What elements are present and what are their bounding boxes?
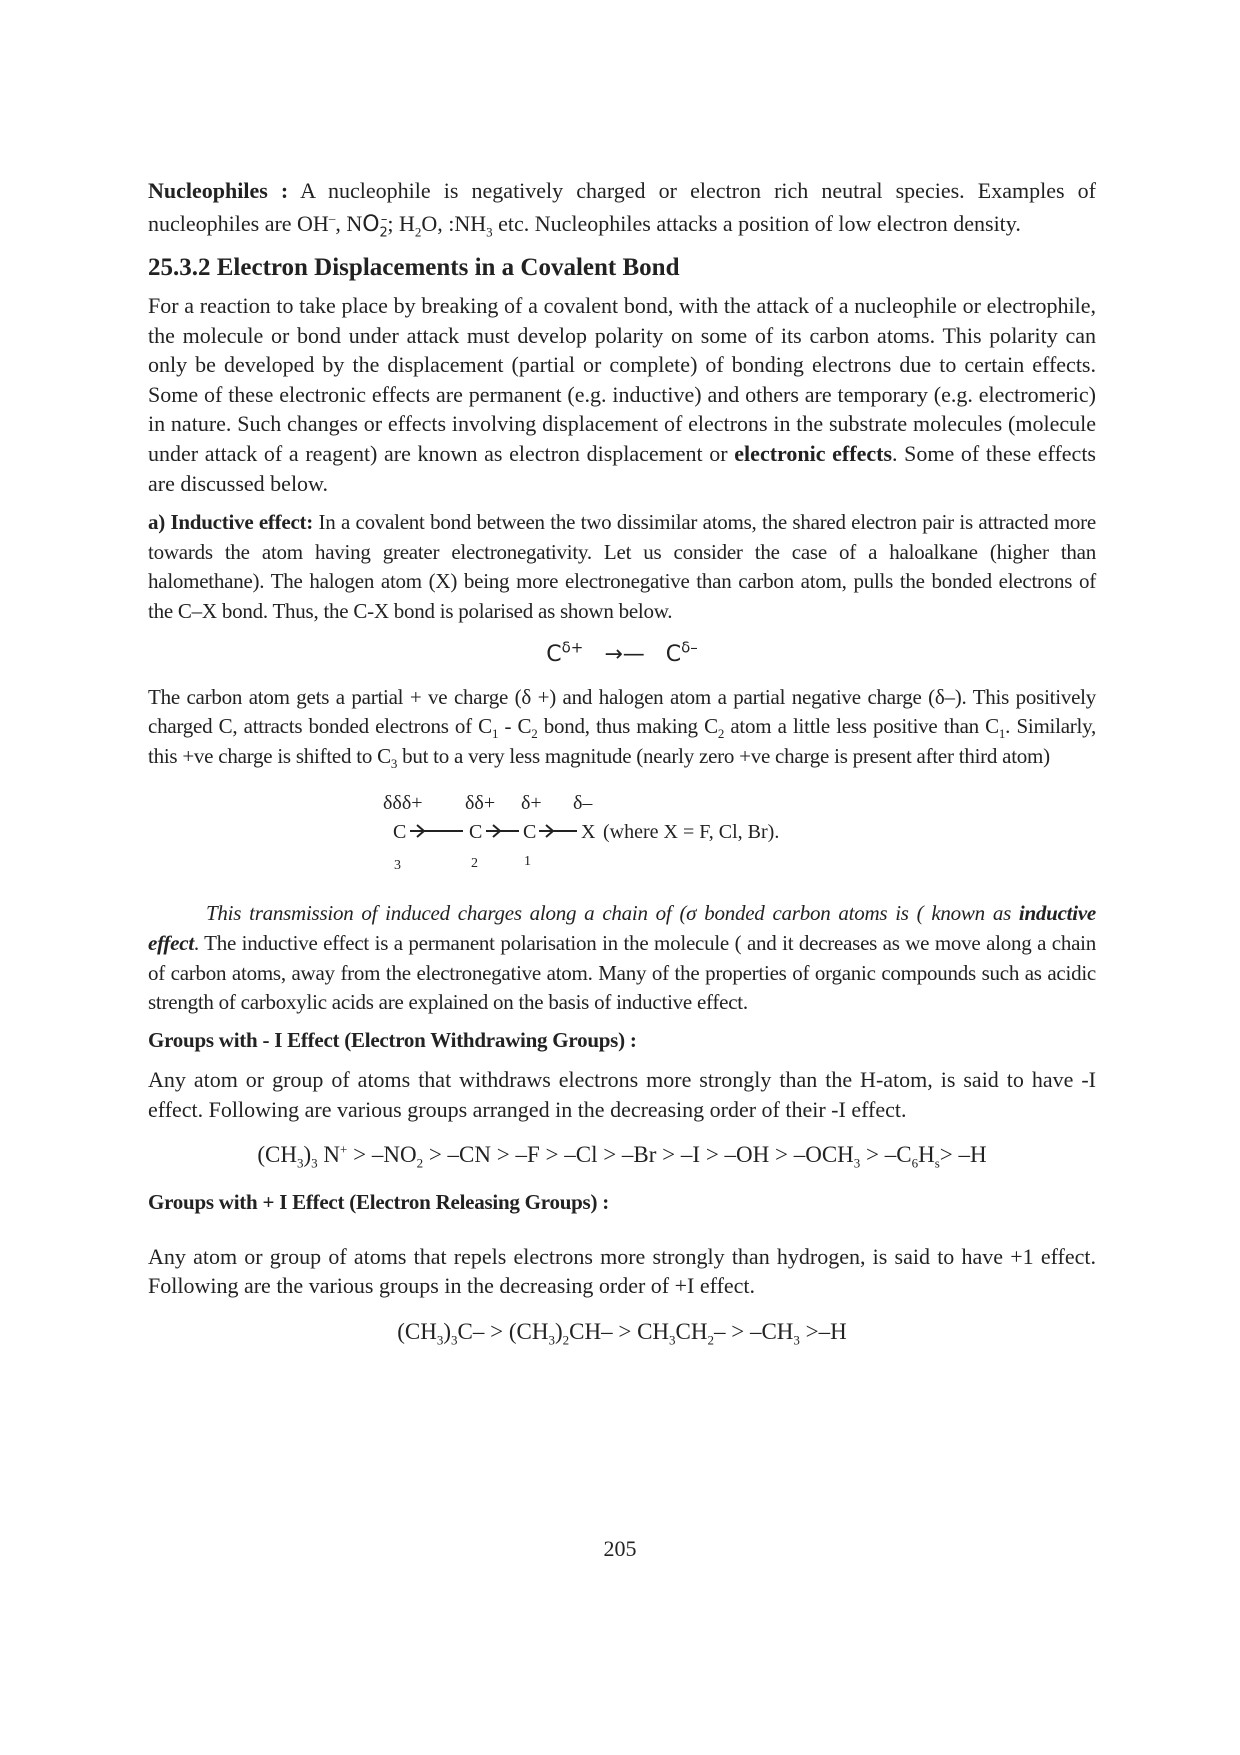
charge-c1: δ+ [521, 792, 542, 815]
bond-arrow: →— [604, 641, 645, 667]
plus-i-order: $(CH_3)_3C- > (CH_3)_2CH- > CH_3CH_2- > -CH_3 >-H$ [397, 1318, 847, 1348]
minus-i-heading: Groups with - I Effect (Electron Withdrawing Groups) : [148, 1027, 637, 1052]
minus-i-order: $(CH_3)_3$ $N^+ > -NO_2 > -CN > -F > -Cl > -Br > -I > -OH > -OCH_3 > -C_6H_s> -H$ [257, 1141, 987, 1172]
atom-x: X [581, 821, 596, 844]
inductive-effect-label: a) Inductive effect: [148, 510, 314, 535]
arrow-x-c1 [539, 825, 577, 837]
atom-c2: C [469, 821, 483, 844]
nucleophiles-text-1: A nucleophile is negatively charged or electron rich neutral species. Examples of nucleophiles are OH [148, 178, 1096, 236]
carbon-chain-diagram [148, 787, 1096, 883]
plus-i-heading: Groups with + I Effect (Electron Releasing Groups) : [148, 1190, 609, 1215]
inductive-effect-term: inductive effect [148, 901, 1096, 955]
page-content [148, 174, 1096, 1346]
section-intro-paragraph: For a reaction to take place by breaking of a covalent bond, with the attack of a nucleophile or electrophile, the molecule or bond under attack must develop polarity on some of its carbon atoms. This polarity can only be developed by the displacement (partial or complete) of bonding electrons due to certain effects. Some of these electronic effects are permanent (e.g. inductive) and others are temporary (e.g. electromeric) in nature. Such changes or effects involving displacement of electrons in the substrate molecules (molecule under attack of a reagent) are known as electron displacement or electronic effects. Some of these effects are discussed below. [148, 293, 1096, 496]
halogen-note: (where X = F, Cl, Br). [603, 821, 780, 844]
polarised-bond-equation: $C^{\delta+}$ →— $C^{\delta-}$ [546, 638, 698, 667]
nitrite-formula: $O_2^-$ [362, 211, 388, 241]
index-2: 2 [471, 856, 478, 872]
inductive-effect-paragraph: a) Inductive effect: In a covalent bond between the two dissimilar atoms, the shared electron pair is attracted more towards the atom having greater electronegativity. Let us consider the case of a haloalkane (higher than halomethane). The halogen atom (X) being more electronegative than carbon atom, pulls the bonded electrons of the C–X bond. Thus, the C-X bond is polarised as shown below. [148, 510, 1096, 623]
partial-charge-paragraph: The carbon atom gets a partial + ve charge (δ +) and halogen atom a partial negative charge (δ–). This positively charged C, attracts bonded electrons of $C_1 - C_2$ bond, thus making $C_2$ atom a little less positive than $C_1$. Similarly, this +ve charge is shifted to $C_3$ but to a very less magnitude (nearly zero +ve charge is present after third atom) [148, 684, 1096, 771]
page-number: 205 [603, 1536, 637, 1561]
nucleophiles-text-2: etc. Nucleophiles attacks a position of low electron density. [492, 211, 1021, 236]
nucleophiles-paragraph: Nucleophiles : A nucleophile is negatively charged or electron rich neutral species. Examples of nucleophiles are OH–, $NO_2^-$; $H_2O$, $:NH_3$ etc. Nucleophiles attacks a position of low electron density. [148, 178, 1096, 241]
electronic-effects-term: electronic effects [734, 440, 892, 466]
atom-c3: C [393, 821, 407, 844]
arrow-c1-c2 [486, 825, 519, 837]
transmission-paragraph: This transmission of induced charges along a chain of (σ bonded carbon atoms is ( known as inductive effect. The inductive effect is a permanent polarisation in the molecule ( and it decreases as we move along a chain of carbon atoms, away from the electronegative atom. Many of the properties of organic compounds such as acidic strength of carboxylic acids are explained on the basis of inductive effect. [148, 901, 1096, 1015]
carbon-chain-figure [383, 787, 883, 883]
charge-x: δ– [573, 792, 593, 815]
charge-c3: δδδ+ [383, 792, 423, 815]
minus-i-paragraph: Any atom or group of atoms that withdraws electrons more strongly than the H-atom, is said to have -I effect. Following are various groups arranged in the decreasing order of their -I effect. [148, 1067, 1096, 1122]
bond-arrows [410, 825, 577, 837]
index-1: 1 [524, 854, 531, 870]
section-heading: 25.3.2 Electron Displacements in a Covalent Bond [148, 254, 680, 281]
nucleophiles-label: Nucleophiles : [148, 178, 289, 203]
index-3: 3 [394, 858, 401, 874]
plus-i-paragraph: Any atom or group of atoms that repels electrons more strongly than hydrogen, is said to have +1 effect. Following are the various groups in the decreasing order of +I effect. [148, 1243, 1096, 1299]
atom-c1: C [523, 821, 537, 844]
charge-c2: δδ+ [465, 792, 496, 815]
arrow-c2-c3 [410, 825, 463, 837]
